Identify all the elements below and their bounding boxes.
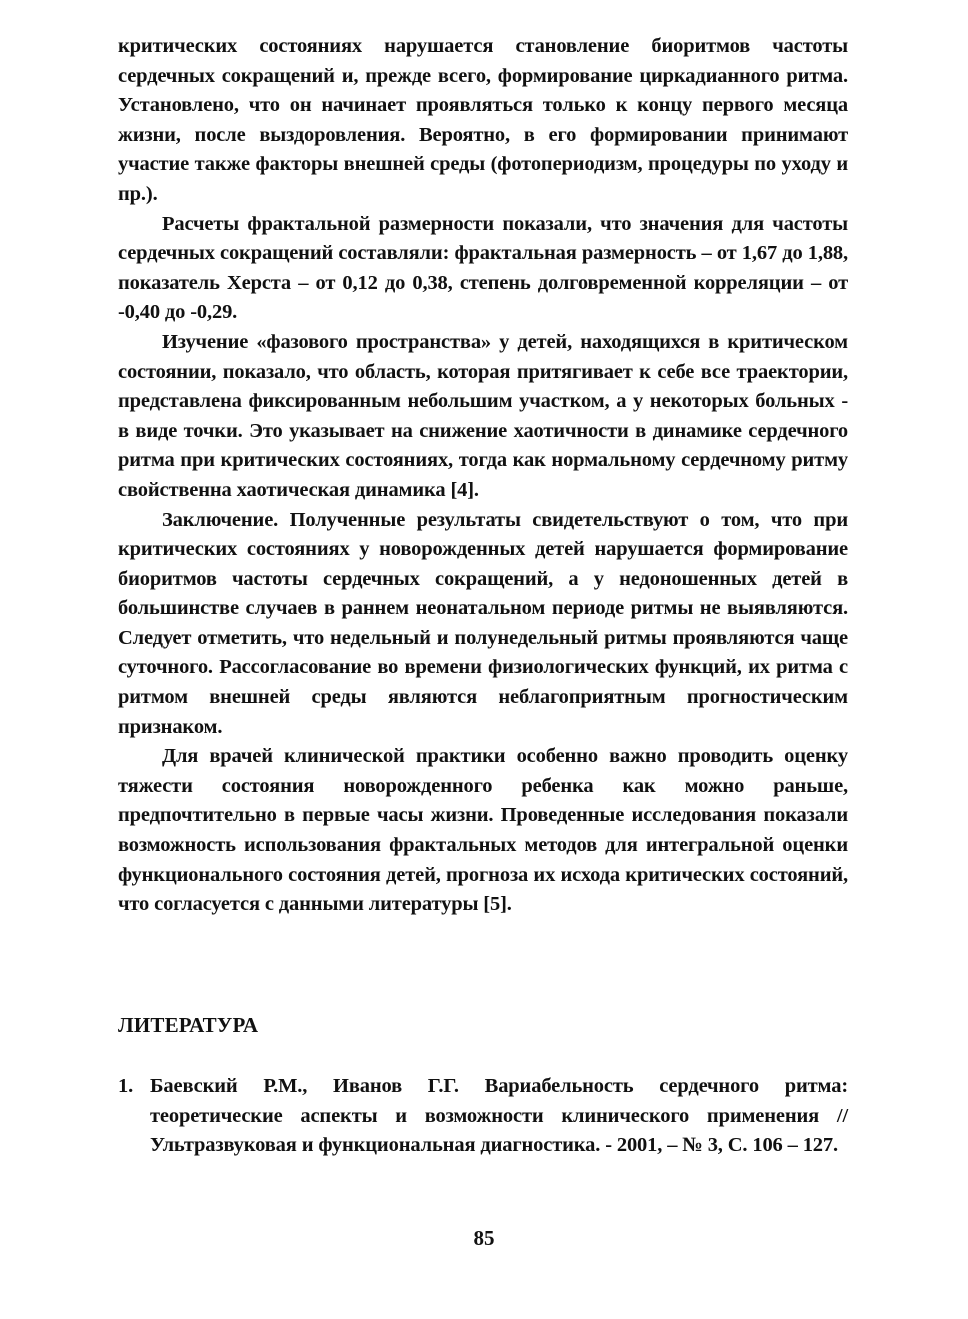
reference-list (118, 1072, 848, 1161)
page-number: 85 (473, 1226, 495, 1250)
reference-item (118, 1072, 848, 1161)
conclusion-lead: Заключение. (162, 508, 279, 531)
conclusion-text: Полученные результаты свидетельствуют о том, что при критических состояниях у новорожденных детей нарушается формирование биоритмов частоты сердечных сокращений, а у недоношенных детей в большинстве случаев в раннем неонатальном периоде ритмы не выявляются. Следует отметить, что недельный и полунедельный ритмы проявляются чаще суточного. Рассогласование во времени физиологических функций, их ритма с ритмом внешней среды являются неблагоприятным прогностическим признаком. (118, 508, 848, 738)
references-heading: ЛИТЕРАТУРА (118, 1013, 259, 1037)
reference-number: 1. (118, 1075, 134, 1097)
paragraph-clinical-practice: Для врачей клинической практики особенно важно проводить оценку тяжести состояния новорожденного ребенка как можно раньше, предпочтительно в первые часы жизни. Проведенные исследования показали возможность использования фрактальных методов для интегральной оценки функционального состояния детей, прогноза их исхода критических состояний, что согласуется с данными литературы [5]. (118, 745, 848, 916)
paragraph-fractal-dimension: Расчеты фрактальной размерности показали, что значения для частоты сердечных сокращений составляли: фрактальная размерность – от 1,67 до 1,88, показатель Херста – от 0,12 до 0,38, степень долговременной корреляции – от -0,40 до -0,29. (118, 212, 848, 324)
paragraph-phase-space: Изучение «фазового пространства» у детей, находящихся в критическом состоянии, показало, что область, которая притягивает к себе все траектории, представлена фиксированным небольшим участком, а у некоторых больных - в виде точки. Это указывает на снижение хаотичности в динамике сердечного ритма при критических состояниях, тогда как нормальному сердечному ритму свойственна хаотическая динамика [4]. (118, 330, 848, 501)
body-text (118, 32, 848, 920)
paragraph-continuation: критических состояниях нарушается становление биоритмов частоты сердечных сокращений и, прежде всего, формирование циркадианного ритма. Установлено, что он начинает проявляться только к концу первого месяца жизни, после выздоровления. Вероятно, в его формировании принимают участие также факторы внешней среды (фотопериодизм, процедуры по уходу и пр.). (118, 35, 848, 205)
reference-text: Баевский Р.М., Иванов Г.Г. Вариабельность сердечного ритма: теоретические аспекты и возможности клинического применения //Ультразвуковая и функциональная диагностика. - 2001, – № 3, С. 106 – 127. (150, 1075, 848, 1157)
paragraph-conclusion (118, 506, 848, 743)
